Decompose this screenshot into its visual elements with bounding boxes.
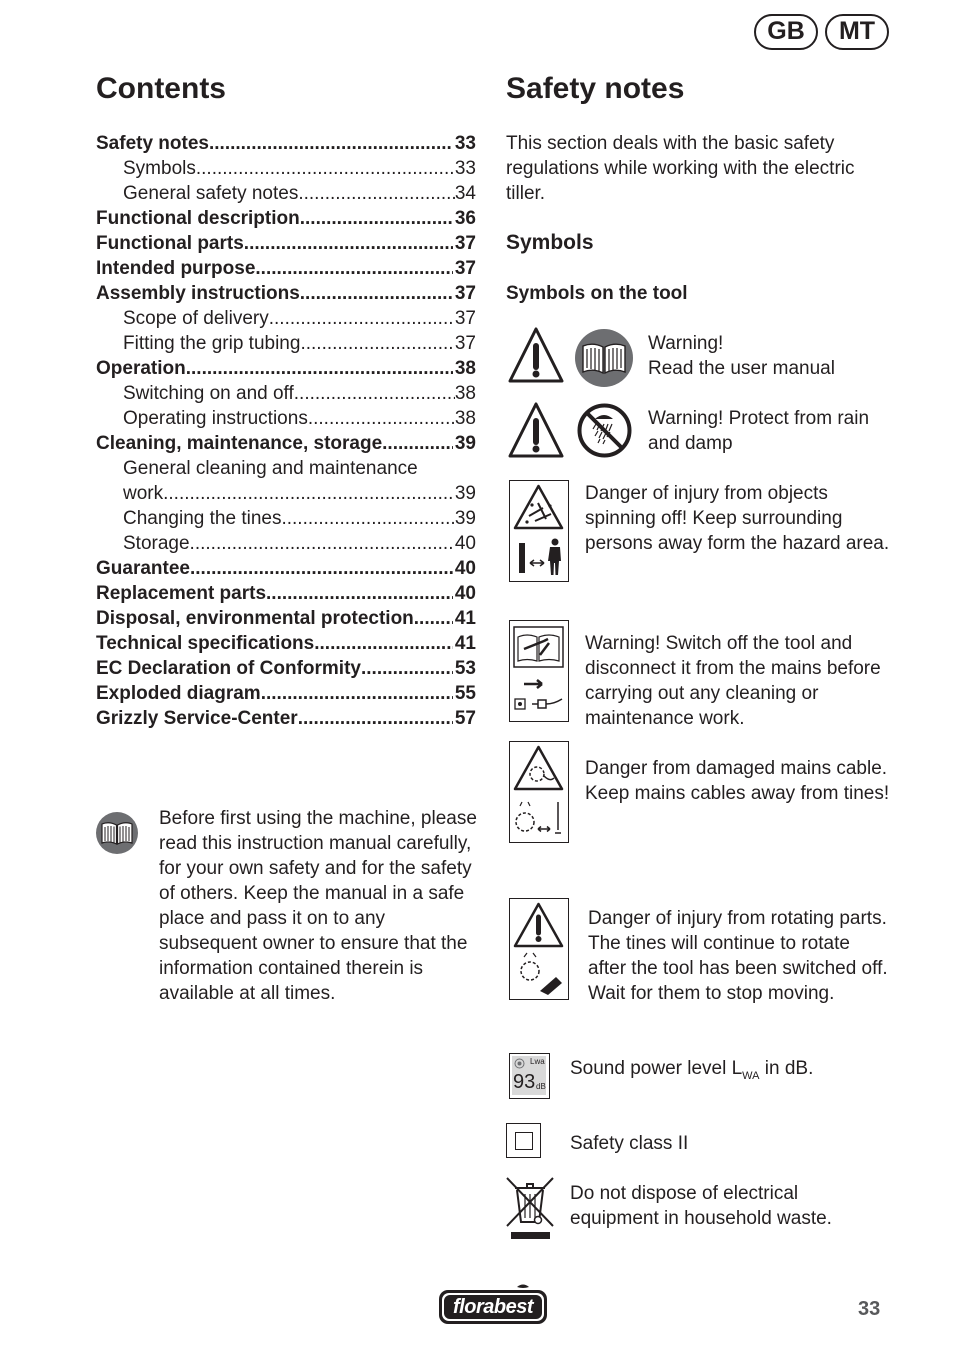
- toc-entry: [96, 581, 476, 606]
- toc-entry-page: 39: [454, 433, 476, 454]
- toc-entry-label: Switching on and off: [123, 383, 294, 404]
- toc-entry: [96, 431, 476, 456]
- toc-entry: [96, 206, 476, 231]
- toc-entry-page: 37: [454, 258, 476, 279]
- toc-entry-label: Scope of delivery: [123, 308, 269, 329]
- toc-entry-label: Replacement parts: [96, 583, 267, 604]
- toc-entry-label: Functional description: [96, 208, 300, 229]
- toc-leader-dots: [209, 131, 453, 156]
- florabest-logo-text: florabest: [453, 1296, 533, 1318]
- toc-entry-label: Safety notes: [96, 133, 209, 154]
- lang-badge-gb: GB: [754, 14, 818, 50]
- toc-leader-dots: [294, 381, 455, 406]
- toc-leader-dots: [163, 481, 455, 506]
- contents-title: Contents: [96, 72, 226, 105]
- toc-entry: [96, 681, 476, 706]
- toc-entry-page: 55: [454, 683, 476, 704]
- toc-entry-page: 39: [454, 508, 476, 529]
- safety-intro: This section deals with the basic safety regulations while working with the electric tiller.: [506, 133, 855, 204]
- toc-entry-page: 40: [454, 533, 476, 554]
- toc-entry-label: Symbols: [123, 158, 196, 179]
- toc-entry: [96, 131, 476, 156]
- symbols-heading: Symbols: [506, 231, 594, 254]
- toc-leader-dots: [300, 331, 454, 356]
- toc-entry-label: General safety notes: [123, 183, 299, 204]
- sound-display-unit: dB: [536, 1082, 546, 1091]
- toc-entry: [96, 656, 476, 681]
- toc-entry-label: Grizzly Service-Center: [96, 708, 298, 729]
- toc-entry-label: Storage: [123, 533, 190, 554]
- toc-leader-dots: [190, 556, 453, 581]
- lang-badge-mt: MT: [825, 14, 889, 50]
- toc-entry: [96, 331, 476, 356]
- symbols-on-tool-heading: Symbols on the tool: [506, 283, 688, 304]
- toc-leader-dots: [281, 506, 454, 531]
- toc-entry-label: Functional parts: [96, 233, 244, 254]
- unplug-before-maintenance-icon: [509, 620, 569, 722]
- toc-leader-dots: [308, 406, 455, 431]
- toc-entry-page: 41: [454, 633, 476, 654]
- toc-leader-dots: [266, 581, 453, 606]
- toc-entry-label: Cleaning, maintenance, storage: [96, 433, 383, 454]
- toc-entry: [96, 706, 476, 731]
- safety-class-ii-icon: [506, 1123, 541, 1158]
- toc-entry-page: 57: [454, 708, 476, 729]
- toc-entry-page: 33: [454, 133, 476, 154]
- toc-leader-dots: [361, 656, 453, 681]
- page-number: 33: [858, 1298, 881, 1320]
- toc-leader-dots: [414, 606, 453, 631]
- read-manual-symbol-icon: [574, 328, 634, 388]
- toc-entry: [96, 506, 476, 531]
- toc-entry: [96, 631, 476, 656]
- spinning-objects-icon: [509, 480, 569, 582]
- toc-entry-label: General cleaning and maintenance: [123, 458, 418, 479]
- symbol-text-no-rain: Warning! Protect from rain and damp: [648, 408, 870, 454]
- warning-triangle-icon: [507, 401, 565, 459]
- florabest-logo: [437, 1283, 549, 1327]
- toc-entry-page: 40: [454, 558, 476, 579]
- no-rain-icon: [576, 402, 633, 459]
- sound-display-value: 93: [513, 1071, 536, 1093]
- symbol-text-rotating-parts: Danger of injury from rotating parts. The tines will continue to rotate after the tool has been switched off. Wait for them to stop moving.: [588, 908, 888, 1004]
- toc-entry-page: 37: [454, 308, 476, 329]
- toc-entry-page: 38: [454, 358, 476, 379]
- toc-entry-label: Operation: [96, 358, 186, 379]
- toc-leader-dots: [269, 306, 455, 331]
- toc-entry-page: 37: [454, 333, 476, 354]
- toc-entry-label: Fitting the grip tubing: [123, 333, 301, 354]
- toc-entry-label: Disposal, environmental protection: [96, 608, 414, 629]
- toc-entry: [96, 306, 476, 331]
- toc-entry: [96, 256, 476, 281]
- toc-entry-label: EC Declaration of Conformity: [96, 658, 361, 679]
- toc-entry-page: 34: [454, 183, 476, 204]
- sound-power-icon: [509, 1053, 550, 1099]
- toc-entry: [96, 406, 476, 431]
- toc-entry: [96, 281, 476, 306]
- toc-entry: [96, 556, 476, 581]
- symbol-text-read-manual: Warning! Read the user manual: [648, 333, 835, 379]
- toc-leader-dots: [261, 681, 453, 706]
- rotating-parts-icon: [509, 898, 569, 1000]
- toc-entry-label: Intended purpose: [96, 258, 256, 279]
- toc-entry-label: Exploded diagram: [96, 683, 261, 704]
- toc-leader-dots: [298, 181, 455, 206]
- toc-leader-dots: [190, 531, 455, 556]
- symbol-text-damaged-cable: Danger from damaged mains cable. Keep mains cables away from tines!: [585, 758, 890, 804]
- toc-leader-dots: [244, 231, 453, 256]
- toc-entry: [96, 381, 476, 406]
- toc-entry-page: 38: [454, 383, 476, 404]
- toc-entry-label: Changing the tines: [123, 508, 282, 529]
- toc-entry-page: 39: [454, 483, 476, 504]
- toc-entry-label: Technical specifications: [96, 633, 315, 654]
- safety-notes-title: Safety notes: [506, 72, 685, 105]
- toc-entry: [96, 156, 476, 181]
- toc-entry-page: 40: [454, 583, 476, 604]
- toc-entry-page: 33: [454, 158, 476, 179]
- toc-leader-dots: [314, 631, 453, 656]
- toc-entry-page: 38: [454, 408, 476, 429]
- toc-leader-dots: [300, 206, 453, 231]
- damaged-cable-icon: [509, 741, 569, 843]
- symbol-text-safety-class: Safety class II: [570, 1133, 689, 1154]
- toc-entry-label: work: [123, 483, 164, 504]
- toc-entry-label: Guarantee: [96, 558, 190, 579]
- weee-bin-icon: [505, 1176, 555, 1240]
- toc-entry: [96, 606, 476, 631]
- table-of-contents: [96, 131, 476, 731]
- toc-leader-dots: [186, 356, 453, 381]
- toc-leader-dots: [298, 706, 453, 731]
- symbol-text-spinning-objects: Danger of injury from objects spinning off! Keep surrounding persons away form the hazard area.: [585, 483, 890, 554]
- toc-leader-dots: [255, 256, 452, 281]
- toc-entry: [96, 531, 476, 556]
- toc-entry: [96, 356, 476, 381]
- read-manual-icon: [95, 811, 139, 855]
- toc-entry-page: 53: [454, 658, 476, 679]
- toc-entry-label: Assembly instructions: [96, 283, 300, 304]
- symbol-text-weee: Do not dispose of electrical equipment in household waste.: [570, 1183, 832, 1229]
- toc-entry-page: 41: [454, 608, 476, 629]
- toc-leader-dots: [418, 456, 476, 481]
- toc-entry: [96, 231, 476, 256]
- toc-entry: [96, 181, 476, 206]
- warning-triangle-icon: [507, 326, 565, 384]
- sound-display-label: Lwa: [530, 1057, 545, 1066]
- toc-entry: [96, 456, 476, 481]
- toc-entry-page: 37: [454, 233, 476, 254]
- symbol-text-sound-power: Sound power level $L_{WA}$ in dB.: [570, 1058, 814, 1082]
- toc-leader-dots: [382, 431, 453, 456]
- toc-entry-page: 36: [454, 208, 476, 229]
- toc-leader-dots: [196, 156, 455, 181]
- symbol-text-unplug: Warning! Switch off the tool and disconnect it from the mains before carrying out any cleaning or maintenance work.: [585, 633, 881, 729]
- toc-entry-page: 37: [454, 283, 476, 304]
- toc-entry: [96, 481, 476, 506]
- toc-leader-dots: [300, 281, 453, 306]
- manual-notice: Before first using the machine, please read this instruction manual carefully, for your own safety and for the safety of others. Keep the manual in a safe place and pass it on to any subsequent owner to ensure that the information contained therein is available at all times.: [159, 808, 477, 1004]
- toc-entry-label: Operating instructions: [123, 408, 308, 429]
